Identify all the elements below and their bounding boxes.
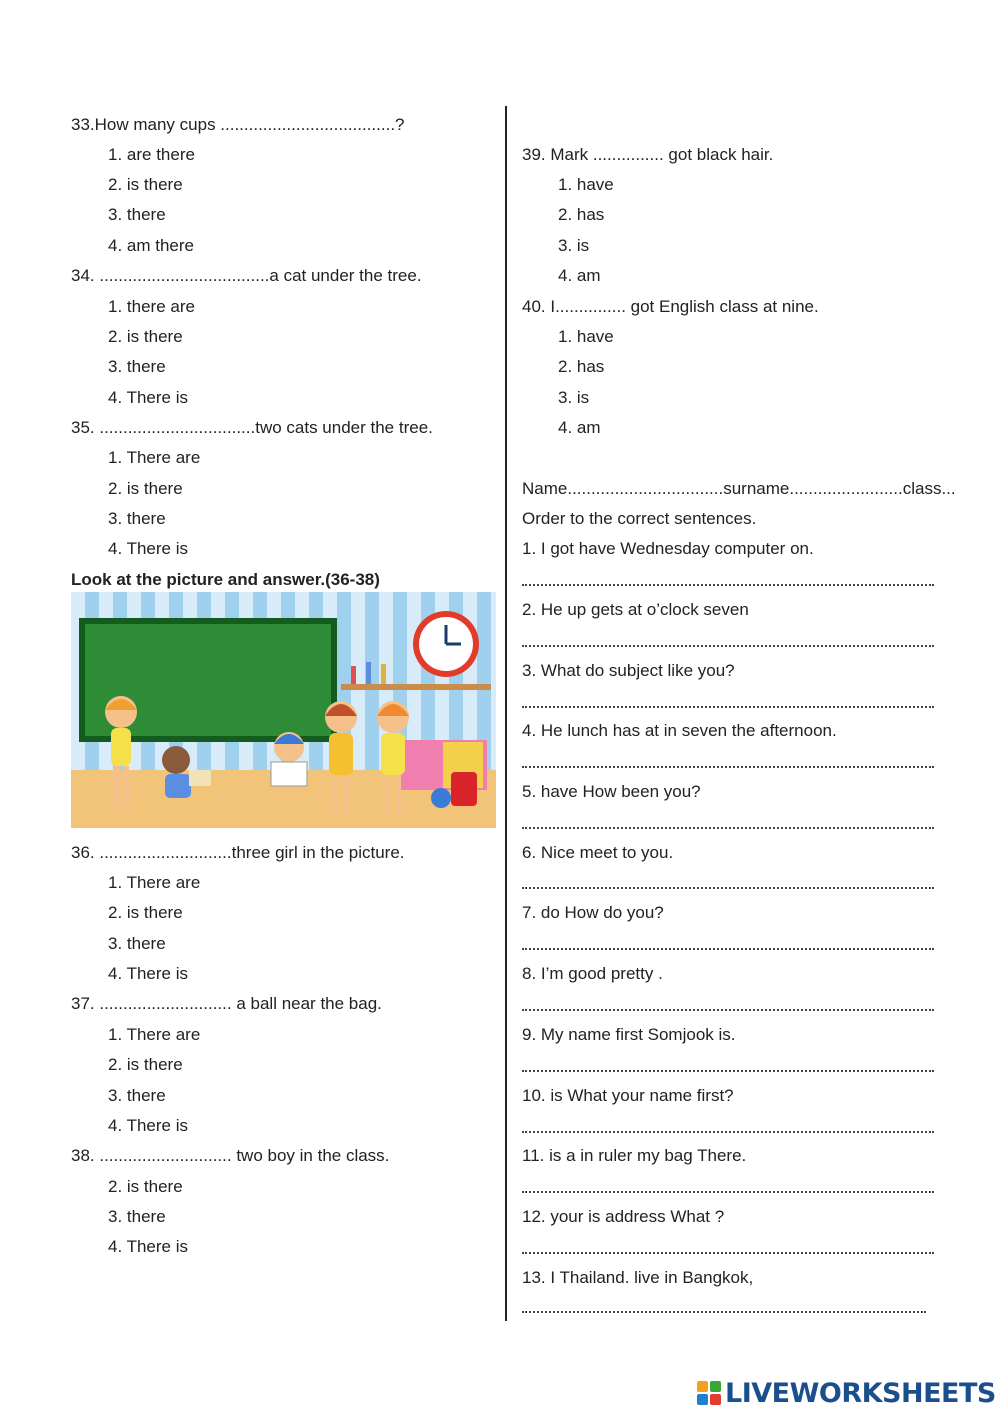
answer-line-4[interactable] xyxy=(522,766,934,768)
question-35: 35. .................................two cats under the tree. xyxy=(71,418,433,437)
answer-line-1[interactable] xyxy=(522,584,934,586)
bottle-icon xyxy=(381,664,386,684)
q39-option-3[interactable]: 3. is xyxy=(558,236,590,255)
answer-line-9[interactable] xyxy=(522,1070,934,1072)
q34-option-3[interactable]: 3. there xyxy=(108,357,166,376)
q33-option-3[interactable]: 3. there xyxy=(108,205,166,224)
question-33: 33.How many cups .....................................? xyxy=(71,115,405,134)
q40-option-1[interactable]: 1. have xyxy=(558,327,614,346)
q38-option-3[interactable]: 3. there xyxy=(108,1207,166,1226)
classroom-picture xyxy=(71,592,496,828)
question-36: 36. ............................three girl in the picture. xyxy=(71,843,405,862)
question-38: 38. ............................ two boy in the class. xyxy=(71,1146,390,1165)
question-39: 39. Mark ............... got black hair. xyxy=(522,145,774,164)
picture-heading: Look at the picture and answer.(36-38) xyxy=(71,570,380,589)
answer-line-11[interactable] xyxy=(522,1191,934,1193)
q40-option-2[interactable]: 2. has xyxy=(558,357,605,376)
classroom-illustration xyxy=(71,592,496,828)
logo-mark-icon xyxy=(697,1381,721,1405)
column-divider xyxy=(505,106,507,1321)
sentence-10: 10. is What your name first? xyxy=(522,1086,734,1105)
sentence-11: 11. is a in ruler my bag There. xyxy=(522,1146,747,1165)
sentence-1: 1. I got have Wednesday computer on. xyxy=(522,539,814,558)
question-40: 40. I............... got English class at nine. xyxy=(522,297,819,316)
q36-option-1[interactable]: 1. There are xyxy=(108,873,201,892)
q37-option-2[interactable]: 2. is there xyxy=(108,1055,183,1074)
answer-line-13[interactable] xyxy=(522,1311,926,1313)
q33-option-1[interactable]: 1. are there xyxy=(108,145,195,164)
answer-line-6[interactable] xyxy=(522,887,934,889)
sentence-3: 3. What do subject like you? xyxy=(522,661,735,680)
sentence-12: 12. your is address What ? xyxy=(522,1207,725,1226)
sentence-7: 7. do How do you? xyxy=(522,903,664,922)
q39-option-1[interactable]: 1. have xyxy=(558,175,614,194)
logo-text: LIVEWORKSHEETS xyxy=(725,1377,996,1409)
sentence-2: 2. He up gets at o’clock seven xyxy=(522,600,749,619)
q38-option-4[interactable]: 4. There is xyxy=(108,1237,189,1256)
logo-tile xyxy=(710,1394,721,1405)
q33-option-4[interactable]: 4. am there xyxy=(108,236,194,255)
answer-line-5[interactable] xyxy=(522,827,934,829)
sentence-8: 8. I’m good pretty . xyxy=(522,964,663,983)
liveworksheets-logo[interactable] xyxy=(697,1378,996,1408)
q40-option-3[interactable]: 3. is xyxy=(558,388,590,407)
sentence-5: 5. have How been you? xyxy=(522,782,701,801)
q37-option-1[interactable]: 1. There are xyxy=(108,1025,201,1044)
q40-option-4[interactable]: 4. am xyxy=(558,418,601,437)
logo-tile xyxy=(697,1381,708,1392)
q37-option-3[interactable]: 3. there xyxy=(108,1086,166,1105)
q35-option-3[interactable]: 3. there xyxy=(108,509,166,528)
q35-option-4[interactable]: 4. There is xyxy=(108,539,189,558)
shelf xyxy=(341,684,491,690)
name-surname-class-line[interactable]: Name.................................surname........................class... xyxy=(522,479,956,498)
logo-tile xyxy=(710,1381,721,1392)
q34-option-2[interactable]: 2. is there xyxy=(108,327,183,346)
q34-option-4[interactable]: 4. There is xyxy=(108,388,189,407)
order-instruction: Order to the correct sentences. xyxy=(522,509,757,528)
bottle-icon xyxy=(351,666,356,684)
bag-icon xyxy=(451,772,477,806)
q38-option-2[interactable]: 2. is there xyxy=(108,1177,183,1196)
q35-option-2[interactable]: 2. is there xyxy=(108,479,183,498)
q34-option-1[interactable]: 1. there are xyxy=(108,297,195,316)
logo-tile xyxy=(697,1394,708,1405)
question-34: 34. ....................................a cat under the tree. xyxy=(71,266,422,285)
q37-option-4[interactable]: 4. There is xyxy=(108,1116,189,1135)
q39-option-4[interactable]: 4. am xyxy=(558,266,601,285)
q36-option-2[interactable]: 2. is there xyxy=(108,903,183,922)
q36-option-4[interactable]: 4. There is xyxy=(108,964,189,983)
answer-line-10[interactable] xyxy=(522,1131,934,1133)
question-37: 37. ............................ a ball near the bag. xyxy=(71,994,382,1013)
q35-option-1[interactable]: 1. There are xyxy=(108,448,201,467)
sentence-6: 6. Nice meet to you. xyxy=(522,843,674,862)
bottle-icon xyxy=(366,662,371,684)
answer-line-3[interactable] xyxy=(522,706,934,708)
answer-line-12[interactable] xyxy=(522,1252,934,1254)
q36-option-3[interactable]: 3. there xyxy=(108,934,166,953)
q33-option-2[interactable]: 2. is there xyxy=(108,175,183,194)
answer-line-7[interactable] xyxy=(522,948,934,950)
sentence-13: 13. I Thailand. live in Bangkok, xyxy=(522,1268,754,1287)
q39-option-2[interactable]: 2. has xyxy=(558,205,605,224)
sentence-4: 4. He lunch has at in seven the afternoon. xyxy=(522,721,837,740)
answer-line-2[interactable] xyxy=(522,645,934,647)
sentence-9: 9. My name first Somjook is. xyxy=(522,1025,736,1044)
answer-line-8[interactable] xyxy=(522,1009,934,1011)
ball-icon xyxy=(431,788,451,808)
